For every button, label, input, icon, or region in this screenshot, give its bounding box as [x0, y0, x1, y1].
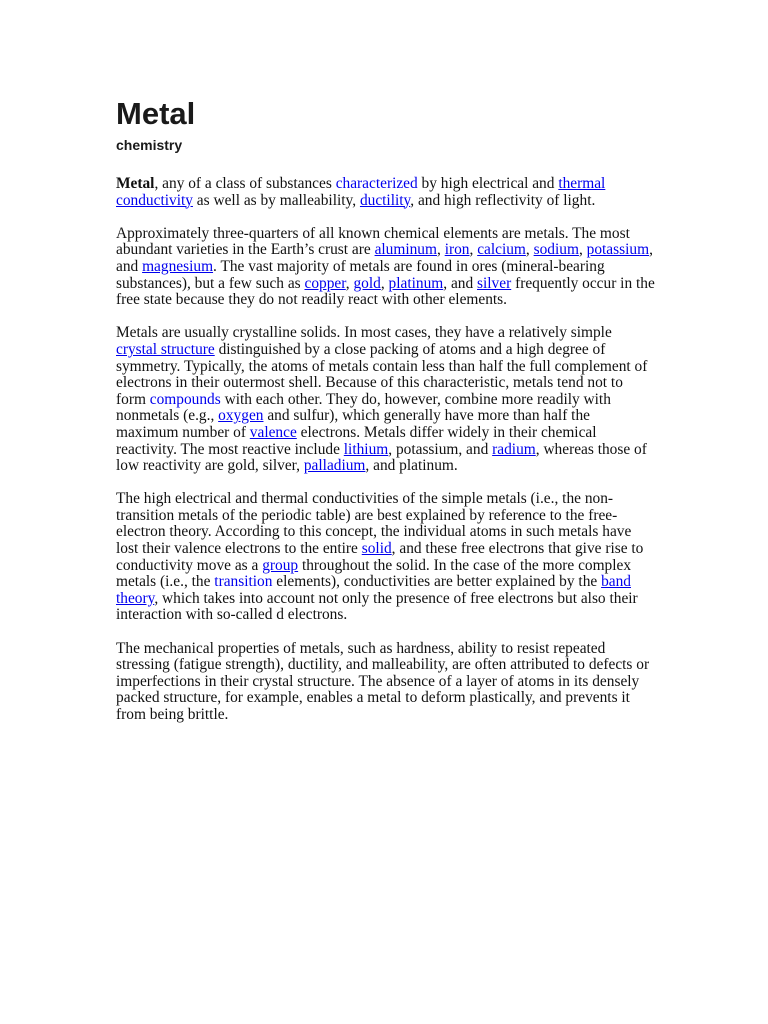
link-platinum[interactable]: platinum [388, 274, 444, 292]
text: , potassium, and [388, 440, 493, 458]
link-iron[interactable]: iron [444, 241, 470, 259]
paragraph-1 [116, 176, 656, 209]
text: electrons. Metals differ widely in their chemical reactivity. The most reactive include [116, 423, 597, 458]
link-solid[interactable]: solid [361, 540, 392, 558]
link-silver[interactable]: silver [477, 274, 512, 292]
text: , any of a class of substances [154, 175, 336, 192]
page-title: Metal [116, 96, 196, 131]
text: , [525, 241, 534, 259]
text: The mechanical properties of metals, such as hardness, ability to resist repeated stressing (fatigue strength), ductility, and malleability, are often attributed to defects or imperfections in their crystal structure. The absence of a layer of atoms in its densely packed structure, for example, enables a metal to deform plastically, and prevents it from being brittle. [116, 639, 650, 723]
link-band-theory[interactable]: band theory [116, 573, 631, 607]
link-radium[interactable]: radium [492, 440, 536, 458]
text: . The vast majority of metals are found in ores (mineral-bearing substances), but a few such as [116, 257, 605, 292]
text: The high electrical and thermal conductivities of the simple metals (i.e., the non-transition metals of the periodic table) are best explained by reference to the free-electron theory. According to this concept, the individual atoms in such metals have lost their valence electrons to the entire [116, 490, 632, 558]
page-subtitle: chemistry [116, 137, 183, 153]
text: , [345, 274, 354, 292]
text: , whereas those of low reactivity are gold, silver, [116, 440, 647, 475]
text: , [380, 274, 389, 292]
text: , [469, 241, 478, 259]
link-sodium[interactable]: sodium [533, 241, 579, 259]
link-crystal-structure[interactable]: crystal structure [116, 340, 215, 358]
link-gold[interactable]: gold [353, 274, 381, 292]
link-thermal-conductivity[interactable]: thermal conductivity [116, 175, 606, 209]
text: , [436, 241, 445, 259]
link-lithium[interactable]: lithium [343, 440, 389, 458]
link-valence[interactable]: valence [249, 423, 297, 441]
link-ductility[interactable]: ductility [359, 191, 411, 209]
paragraph-2 [116, 226, 656, 309]
text: , and [443, 274, 478, 292]
link-transition[interactable]: transition [214, 573, 273, 591]
text: , and platinum. [365, 457, 458, 475]
text: with each other. They do, however, combine more readily with nonmetals (e.g., [116, 390, 611, 425]
text: elements), conductivities are better explained by the [272, 573, 602, 591]
text: , and [116, 241, 653, 275]
link-compounds[interactable]: compounds [149, 390, 221, 408]
paragraph-3 [116, 325, 656, 474]
text: Approximately three-quarters of all known chemical elements are metals. The most abundant varieties in the Earth’s crust are [116, 224, 630, 259]
article [116, 96, 656, 740]
link-oxygen[interactable]: oxygen [218, 407, 264, 425]
link-potassium[interactable]: potassium [586, 241, 650, 259]
text: , which takes into account not only the presence of free electrons but also their interaction with so-called d electrons. [116, 589, 638, 624]
text: as well as by malleability, [192, 191, 360, 209]
link-copper[interactable]: copper [304, 274, 346, 292]
text: , and high reflectivity of light. [410, 191, 596, 209]
text: and sulfur), which generally have more than half the maximum number of [116, 407, 590, 441]
link-calcium[interactable]: calcium [477, 241, 526, 259]
article-body [116, 176, 656, 724]
text: by high electrical and [417, 175, 559, 192]
link-group[interactable]: group [262, 556, 299, 574]
link-characterized[interactable]: characterized [335, 175, 418, 192]
link-aluminum[interactable]: aluminum [374, 241, 437, 259]
text: distinguished by a close packing of atoms and a high degree of symmetry. Typically, the atoms of metals contain less than half the full complement of electrons in their outermost shell. Because of this characteristic, metals tend not to form [116, 340, 648, 408]
link-magnesium[interactable]: magnesium [142, 257, 214, 275]
text: Metals are usually crystalline solids. In most cases, they have a relatively simple [116, 324, 612, 342]
paragraph-4 [116, 491, 656, 624]
lead-term: Metal [116, 175, 155, 192]
link-palladium[interactable]: palladium [303, 457, 366, 475]
text: throughout the solid. In the case of the more complex metals (i.e., the [116, 556, 632, 591]
text: , [578, 241, 587, 259]
paragraph-5 [116, 641, 656, 724]
text: , and these free electrons that give rise to conductivity move as a [116, 540, 644, 574]
text: frequently occur in the free state because they do not readily react with other elements. [116, 274, 655, 309]
